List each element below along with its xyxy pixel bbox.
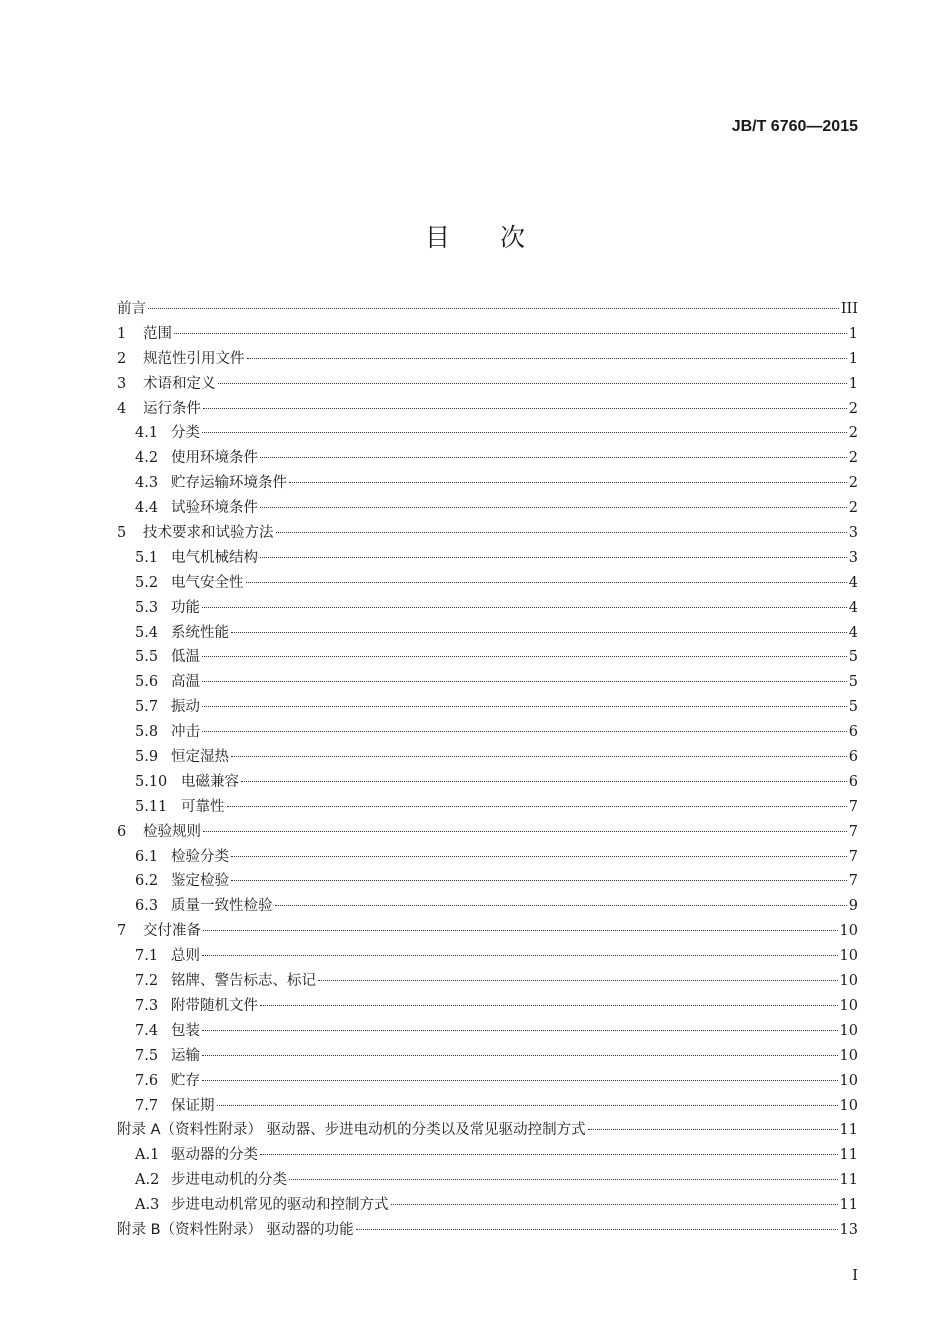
toc-entry[interactable]: [117, 521, 858, 546]
toc-entry-page: 2: [848, 475, 858, 492]
toc-entry-page: 7: [848, 823, 858, 840]
toc-entry-title: 范围: [143, 325, 172, 342]
toc-entry-number: 7.2: [135, 973, 159, 990]
toc-entry[interactable]: [117, 621, 858, 646]
toc-entry[interactable]: [117, 1019, 858, 1044]
toc-entry-title: 电磁兼容: [181, 773, 239, 790]
toc-leader-dots: [391, 1204, 838, 1205]
toc-leader-dots: [260, 557, 847, 558]
toc-entry-number: A.3: [135, 1197, 160, 1214]
toc-leader-dots: [174, 333, 847, 334]
toc-entry-number: 7.6: [135, 1072, 159, 1089]
toc-entry-number: 4.1: [135, 425, 159, 442]
toc-entry[interactable]: [117, 1069, 858, 1094]
toc-entry-number: 5.7: [135, 699, 159, 716]
toc-entry-page: 1: [848, 350, 858, 367]
toc-entry[interactable]: [117, 1044, 858, 1069]
toc-entry[interactable]: [117, 994, 858, 1019]
toc-leader-dots: [260, 1005, 838, 1006]
toc-entry[interactable]: [117, 496, 858, 521]
toc-entry-page: 3: [848, 525, 858, 542]
toc-entry-page: 6: [848, 724, 858, 741]
toc-entry-title: 电气机械结构: [171, 549, 258, 566]
toc-entry-title: 分类: [171, 425, 200, 442]
toc-entry-number: A.2: [135, 1172, 160, 1189]
toc-entry-page: 13: [839, 1221, 858, 1238]
toc-entry-title: 检验分类: [171, 848, 229, 865]
toc-entry[interactable]: [117, 845, 858, 870]
toc-entry-title: 前言: [117, 301, 146, 317]
toc-entry-title: 术语和定义: [143, 375, 216, 392]
toc-leader-dots: [202, 731, 847, 732]
toc-entry-page: 11: [839, 1197, 858, 1214]
toc-leader-dots: [260, 457, 847, 458]
toc-entry[interactable]: [117, 944, 858, 969]
toc-entry-number: 5.6: [135, 674, 159, 691]
toc-entry-page: 10: [839, 1047, 858, 1064]
toc-entry-page: 5: [848, 649, 858, 666]
toc-entry-title: 可靠性: [181, 798, 225, 815]
toc-entry[interactable]: [117, 695, 858, 720]
toc-entry-page: 11: [839, 1122, 858, 1139]
toc-entry-page: 2: [848, 500, 858, 517]
toc-entry-title: 贮存运输环境条件: [171, 475, 287, 492]
toc-leader-dots: [203, 831, 847, 832]
toc-entry[interactable]: [117, 596, 858, 621]
toc-entry-title: 检验规则: [143, 823, 201, 840]
toc-entry-title: 恒定湿热: [171, 749, 229, 766]
toc-entry-title: 运输: [171, 1047, 200, 1064]
footer-page-number: I: [852, 1266, 858, 1284]
toc-leader-dots: [276, 532, 847, 533]
toc-entry-title: 总则: [171, 948, 200, 965]
toc-leader-dots: [275, 905, 847, 906]
toc-entry[interactable]: [117, 347, 858, 372]
toc-entry-number: 5.9: [135, 749, 159, 766]
toc-entry[interactable]: [117, 322, 858, 347]
toc-entry-title: 附带随机文件: [171, 997, 258, 1014]
toc-entry[interactable]: [117, 471, 858, 496]
toc-leader-dots: [202, 1030, 838, 1031]
toc-entry-title: 步进电动机常见的驱动和控制方式: [171, 1197, 389, 1214]
toc-entry-number: 4: [117, 400, 127, 417]
toc-entry-page: 10: [839, 997, 858, 1014]
toc-leader-dots: [231, 856, 847, 857]
toc-leader-dots: [231, 880, 847, 881]
toc-entry-number: 4.3: [135, 475, 159, 492]
toc-entry[interactable]: [117, 397, 858, 422]
toc-entry-title: 功能: [171, 599, 200, 616]
toc-entry-page: 6: [848, 749, 858, 766]
toc-leader-dots: [231, 756, 847, 757]
toc-entry[interactable]: [117, 745, 858, 770]
toc-entry-title: 技术要求和试验方法: [143, 525, 274, 542]
toc-entry[interactable]: [117, 1094, 858, 1119]
toc-entry-page: 1: [848, 375, 858, 392]
toc-leader-dots: [246, 582, 847, 583]
toc-entry-page: 10: [839, 1022, 858, 1039]
toc-entry[interactable]: [117, 1193, 858, 1218]
toc-entry-title: 振动: [171, 699, 200, 716]
toc-entry-page: 10: [839, 948, 858, 965]
toc-entry-page: 4: [848, 599, 858, 616]
toc-entry-title: 交付准备: [143, 923, 201, 940]
toc-entry-page: 2: [848, 450, 858, 467]
toc-entry-title: 步进电动机的分类: [171, 1172, 287, 1189]
toc-entry-page: 10: [839, 1072, 858, 1089]
toc-entry-page: 2: [848, 425, 858, 442]
toc-entry-page: 4: [848, 574, 858, 591]
toc-entry-number: 4.4: [135, 500, 159, 517]
toc-entry-number: 7.3: [135, 997, 159, 1014]
toc-entry-title: 附录 A（资料性附录） 驱动器、步进电动机的分类以及常见驱动控制方式: [117, 1122, 586, 1139]
toc-entry-page: 7: [848, 848, 858, 865]
toc-leader-dots: [241, 781, 847, 782]
toc-entry-page: 1: [848, 325, 858, 342]
toc-entry-number: 5.4: [135, 624, 159, 641]
toc-entry[interactable]: [117, 1143, 858, 1168]
toc-leader-dots: [202, 656, 847, 657]
toc-leader-dots: [318, 980, 838, 981]
toc-entry-page: 5: [848, 674, 858, 691]
toc-leader-dots: [202, 706, 847, 707]
toc-entry-page: 7: [848, 798, 858, 815]
toc-entry-number: 5.5: [135, 649, 159, 666]
toc-entry-number: 7.4: [135, 1022, 159, 1039]
toc-leader-dots: [148, 308, 839, 309]
toc-leader-dots: [260, 507, 847, 508]
toc-entry-title: 包装: [171, 1022, 200, 1039]
toc-entry[interactable]: [117, 919, 858, 944]
toc-entry-number: 7: [117, 923, 127, 940]
toc-entry-title: 驱动器的分类: [171, 1147, 258, 1164]
toc-leader-dots: [202, 607, 847, 608]
toc-entry[interactable]: [117, 770, 858, 795]
toc-entry[interactable]: [117, 571, 858, 596]
toc-leader-dots: [218, 383, 847, 384]
toc-leader-dots: [202, 432, 847, 433]
toc-entry[interactable]: [117, 1218, 858, 1243]
standard-code: JB/T 6760—2015: [731, 118, 858, 135]
toc-entry[interactable]: [117, 446, 858, 471]
toc-entry-number: 5.8: [135, 724, 159, 741]
toc-entry-number: 6: [117, 823, 127, 840]
toc-leader-dots: [289, 482, 847, 483]
toc-entry[interactable]: [117, 720, 858, 745]
toc-entry-number: 1: [117, 325, 127, 342]
toc-entry-title: 铭牌、警告标志、标记: [171, 973, 316, 990]
toc-entry-title: 试验环境条件: [171, 500, 258, 517]
toc-leader-dots: [588, 1129, 838, 1130]
toc-entry-title: 贮存: [171, 1072, 200, 1089]
toc-leader-dots: [231, 632, 847, 633]
toc-entry-number: 4.2: [135, 450, 159, 467]
toc-entry-number: A.1: [135, 1147, 160, 1164]
toc-entry-title: 运行条件: [143, 400, 201, 417]
toc-entry-number: 6.1: [135, 848, 159, 865]
toc-entry-page: 7: [848, 873, 858, 890]
toc-entry-page: III: [840, 301, 858, 317]
toc-entry-title: 低温: [171, 649, 200, 666]
toc-leader-dots: [217, 1105, 838, 1106]
toc-leader-dots: [202, 1080, 838, 1081]
toc-entry-number: 5.10: [135, 773, 168, 790]
toc-entry[interactable]: [117, 969, 858, 994]
toc-entry-title: 使用环境条件: [171, 450, 258, 467]
toc-entry-title: 规范性引用文件: [143, 350, 245, 367]
toc-entry-page: 10: [839, 973, 858, 990]
toc-entry-page: 11: [839, 1147, 858, 1164]
toc-leader-dots: [247, 358, 847, 359]
toc-entry-page: 5: [848, 699, 858, 716]
toc-entry-title: 冲击: [171, 724, 200, 741]
toc-entry-number: 2: [117, 350, 127, 367]
toc-entry[interactable]: [117, 869, 858, 894]
toc-entry-page: 11: [839, 1172, 858, 1189]
toc-leader-dots: [356, 1229, 838, 1230]
toc-entry[interactable]: [117, 297, 858, 322]
toc-entry-page: 2: [848, 400, 858, 417]
toc-entry-number: 7.5: [135, 1047, 159, 1064]
toc-entry-number: 3: [117, 375, 127, 392]
toc-entry-number: 6.3: [135, 898, 159, 915]
toc-entry-page: 10: [839, 923, 858, 940]
toc-entry-number: 6.2: [135, 873, 159, 890]
toc-leader-dots: [203, 930, 838, 931]
table-of-contents: [117, 297, 858, 1243]
toc-entry-number: 5.11: [135, 798, 168, 815]
toc-leader-dots: [260, 1154, 838, 1155]
toc-entry-page: 10: [839, 1097, 858, 1114]
toc-entry-page: 6: [848, 773, 858, 790]
toc-entry-title: 系统性能: [171, 624, 229, 641]
toc-leader-dots: [227, 806, 847, 807]
toc-leader-dots: [289, 1179, 838, 1180]
toc-entry[interactable]: [117, 645, 858, 670]
page-title: 目次: [424, 223, 575, 252]
toc-entry-number: 5.2: [135, 574, 159, 591]
toc-entry-title: 附录 B（资料性附录） 驱动器的功能: [117, 1221, 354, 1238]
toc-entry-title: 电气安全性: [171, 574, 244, 591]
toc-leader-dots: [203, 408, 847, 409]
toc-entry[interactable]: [117, 670, 858, 695]
toc-entry-title: 质量一致性检验: [171, 898, 273, 915]
toc-leader-dots: [202, 1055, 838, 1056]
toc-entry-number: 5: [117, 525, 127, 542]
toc-entry-page: 9: [848, 898, 858, 915]
toc-entry[interactable]: [117, 820, 858, 845]
toc-entry[interactable]: [117, 546, 858, 571]
toc-leader-dots: [202, 681, 847, 682]
toc-entry[interactable]: [117, 1168, 858, 1193]
toc-entry-number: 5.3: [135, 599, 159, 616]
toc-entry-title: 高温: [171, 674, 200, 691]
toc-entry-title: 鉴定检验: [171, 873, 229, 890]
toc-entry[interactable]: [117, 795, 858, 820]
toc-entry[interactable]: [117, 421, 858, 446]
toc-entry[interactable]: [117, 1118, 858, 1143]
toc-entry-page: 3: [848, 549, 858, 566]
toc-entry-number: 5.1: [135, 549, 159, 566]
toc-entry-number: 7.7: [135, 1097, 159, 1114]
toc-entry[interactable]: [117, 372, 858, 397]
toc-entry[interactable]: [117, 894, 858, 919]
toc-entry-title: 保证期: [171, 1097, 215, 1114]
toc-entry-number: 7.1: [135, 948, 159, 965]
toc-entry-page: 4: [848, 624, 858, 641]
toc-leader-dots: [202, 955, 838, 956]
